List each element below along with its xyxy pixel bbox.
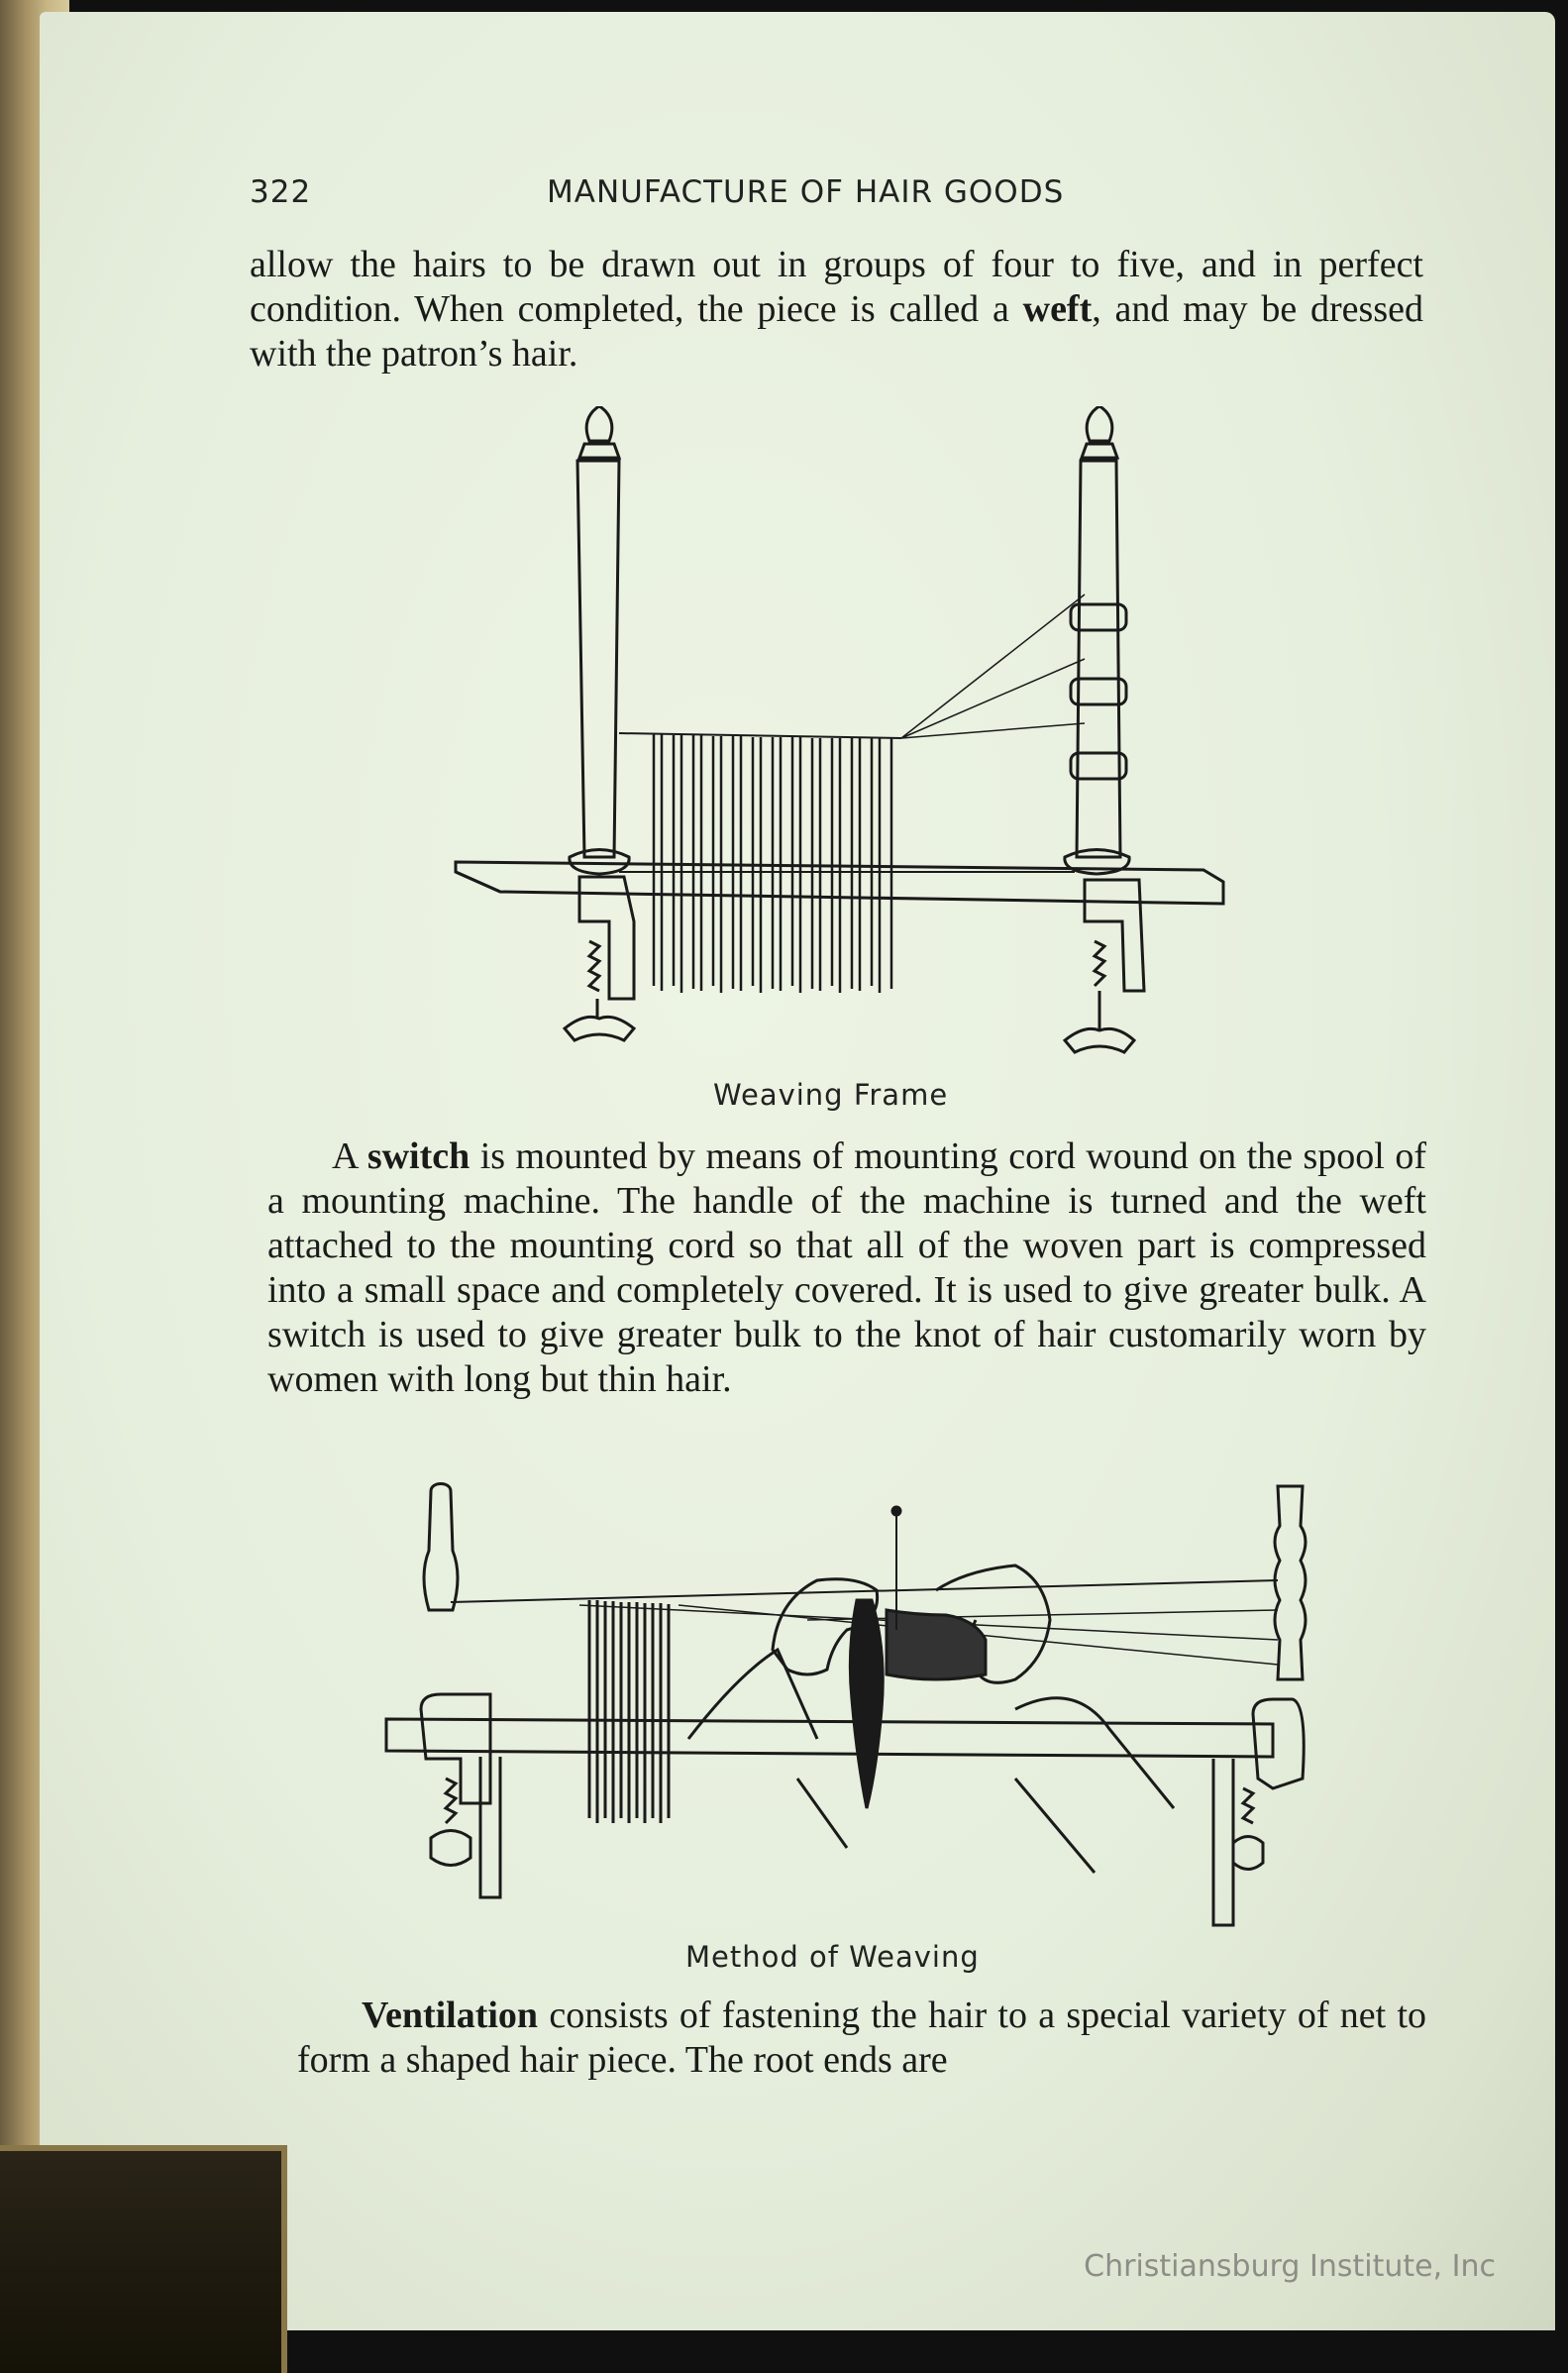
running-head: MANUFACTURE OF HAIR GOODS	[547, 174, 1065, 210]
method-of-weaving-illustration	[381, 1481, 1322, 1937]
paragraph-text: is mounted by means of mounting cord wound on the spool of a mounting machine. The handle of the machine is turned and the weft attached to the mounting cord so that all of the woven part is compressed into a small space and completely covered. It is used to give greater bulk. A switch is used to give greater bulk to the knot of hair customarily worn by women with long but thin hair.	[267, 1135, 1426, 1400]
paragraph-text: A	[332, 1135, 367, 1177]
paragraph-text: allow the hairs to be drawn out in groups of four to five, and in perfect condition. When completed, the piece is called a	[250, 244, 1423, 330]
page-number: 322	[250, 174, 312, 210]
figure-caption-method-of-weaving: Method of Weaving	[685, 1940, 980, 1974]
weaving-frame-illustration	[451, 406, 1233, 1060]
paragraph-ventilation	[297, 1994, 1426, 2083]
term-switch: switch	[366, 1135, 470, 1177]
figure-caption-weaving-frame: Weaving Frame	[713, 1078, 949, 1112]
watermark-text: Christiansburg Institute, Inc	[1084, 2249, 1496, 2284]
page-header	[250, 174, 1423, 218]
paragraph-weft	[250, 243, 1423, 377]
term-ventilation: Ventilation	[362, 1995, 539, 2036]
term-weft: weft	[1022, 288, 1093, 330]
paragraph-switch	[267, 1134, 1426, 1402]
paragraph-text: consists of fastening the hair to a special variety of net to form a shaped hair piece. The root ends are	[297, 1995, 1426, 2081]
dark-corner-object	[0, 2145, 287, 2373]
paragraph-text: , and may be dressed with the patron’s hair.	[250, 288, 1423, 375]
